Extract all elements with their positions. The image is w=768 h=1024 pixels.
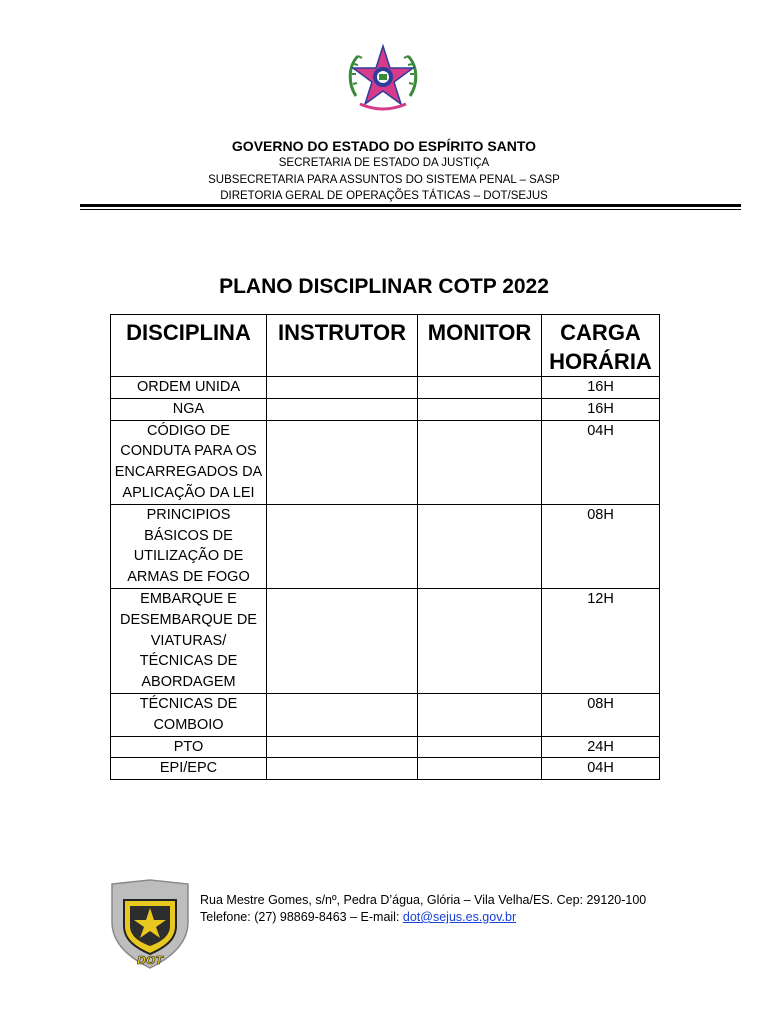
monitor-cell (418, 736, 542, 758)
column-header-monitor: MONITOR (418, 315, 542, 377)
header-directorate: DIRETORIA GERAL DE OPERAÇÕES TÁTICAS – DOT/SEJUS (220, 190, 548, 202)
table-row (111, 588, 660, 693)
disciplina-cell: PRINCIPIOS BÁSICOS DE UTILIZAÇÃO DE ARMAS DE FOGO (111, 504, 267, 588)
instrutor-cell (267, 420, 418, 504)
instrutor-cell (267, 588, 418, 693)
monitor-cell (418, 377, 542, 399)
table-row (111, 504, 660, 588)
table-row (111, 758, 660, 780)
column-header-instrutor: INSTRUTOR (267, 315, 418, 377)
monitor-cell (418, 420, 542, 504)
carga-cell: 04H (542, 758, 660, 780)
disciplina-cell: CÓDIGO DE CONDUTA PARA OS ENCARREGADOS DA APLICAÇÃO DA LEI (111, 420, 267, 504)
column-header-carga-horaria: CARGA HORÁRIA (542, 315, 660, 377)
footer-contact (200, 892, 646, 926)
instrutor-cell (267, 377, 418, 399)
disciplina-cell: TÉCNICAS DE COMBOIO (111, 693, 267, 736)
carga-cell: 04H (542, 420, 660, 504)
column-header-disciplina: DISCIPLINA (111, 315, 267, 377)
discipline-plan-table (110, 314, 660, 780)
header-subsecretariat: SUBSECRETARIA PARA ASSUNTOS DO SISTEMA PENAL – SASP (208, 174, 560, 186)
carga-cell: 16H (542, 398, 660, 420)
monitor-cell (418, 588, 542, 693)
footer-phone-line (200, 909, 646, 926)
table-header-row (111, 315, 660, 377)
state-coat-of-arms-icon (346, 44, 420, 114)
disciplina-cell: PTO (111, 736, 267, 758)
carga-cell: 24H (542, 736, 660, 758)
header-government-title: GOVERNO DO ESTADO DO ESPÍRITO SANTO (231, 138, 537, 154)
carga-cell: 12H (542, 588, 660, 693)
table-row (111, 736, 660, 758)
disciplina-cell: NGA (111, 398, 267, 420)
footer-address: Rua Mestre Gomes, s/nº, Pedra D’água, Glória – Vila Velha/ES. Cep: 29120-100 (200, 893, 647, 907)
instrutor-cell (267, 736, 418, 758)
disciplina-cell: EMBARQUE E DESEMBARQUE DE VIATURAS/ TÉCNICAS DE ABORDAGEM (111, 588, 267, 693)
carga-cell: 08H (542, 504, 660, 588)
dot-logo-text: DOT (137, 954, 163, 967)
instrutor-cell (267, 758, 418, 780)
instrutor-cell (267, 693, 418, 736)
table-row (111, 693, 660, 736)
monitor-cell (418, 504, 542, 588)
disciplina-cell: EPI/EPC (111, 758, 267, 780)
carga-cell: 16H (542, 377, 660, 399)
header-divider-thick (80, 204, 741, 207)
header-secretariat: SECRETARIA DE ESTADO DA JUSTIÇA (278, 157, 490, 169)
monitor-cell (418, 758, 542, 780)
monitor-cell (418, 693, 542, 736)
disciplina-cell: ORDEM UNIDA (111, 377, 267, 399)
instrutor-cell (267, 504, 418, 588)
table-row (111, 377, 660, 399)
instrutor-cell (267, 398, 418, 420)
header-divider-thin (80, 209, 741, 210)
table-row (111, 398, 660, 420)
monitor-cell (418, 398, 542, 420)
table-row (111, 420, 660, 504)
carga-cell: 08H (542, 693, 660, 736)
page-title: PLANO DISCIPLINAR COTP 2022 (219, 275, 549, 298)
footer-phone: Telefone: (27) 98869-8463 – E-mail: (200, 910, 403, 924)
dot-shield-badge-icon (108, 878, 192, 970)
footer-email-link[interactable]: dot@sejus.es.gov.br (402, 910, 517, 924)
